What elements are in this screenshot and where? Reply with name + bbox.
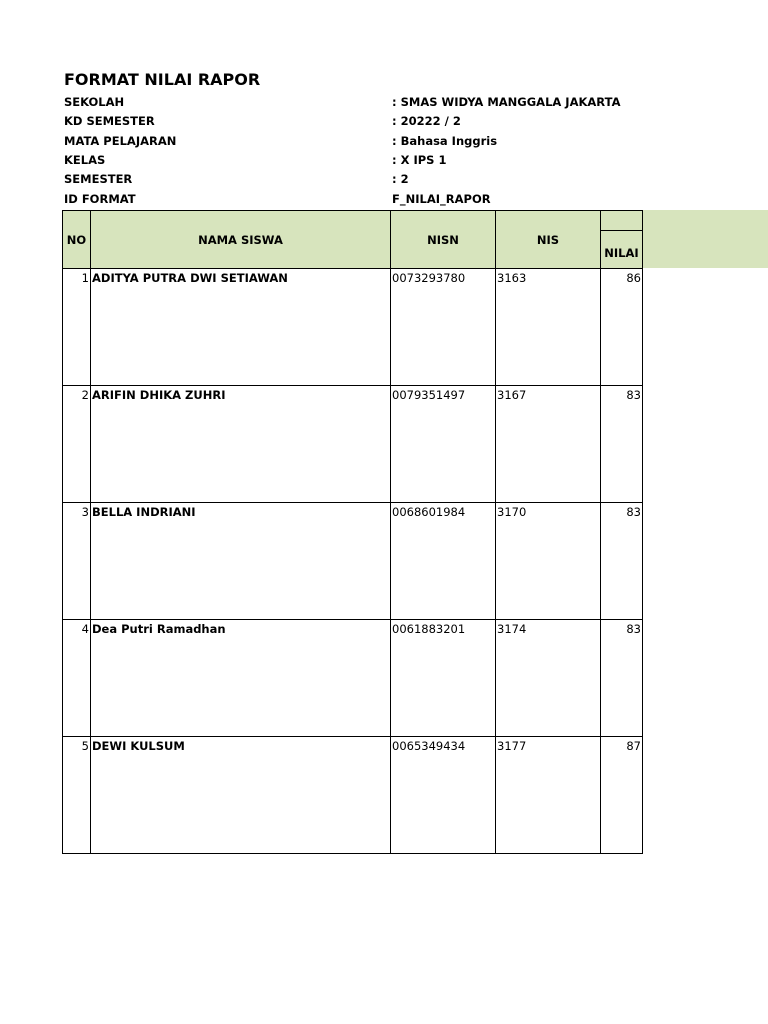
row-nama: ADITYA PUTRA DWI SETIAWAN	[91, 269, 391, 386]
row-nilai: 83	[601, 386, 643, 503]
row-nis: 3163	[496, 269, 601, 386]
meta-value-mapel: : Bahasa Inggris	[392, 134, 498, 148]
page-title: FORMAT NILAI RAPOR	[64, 70, 261, 89]
table-row	[63, 503, 643, 620]
meta-label-mapel: MATA PELAJARAN	[64, 134, 177, 148]
meta-value-kelas: : X IPS 1	[392, 153, 447, 167]
header-nis: NIS	[496, 211, 601, 269]
table-row	[63, 620, 643, 737]
row-nis: 3177	[496, 737, 601, 854]
header-extension	[642, 210, 768, 268]
row-no: 3	[63, 503, 91, 620]
meta-value-sekolah: : SMAS WIDYA MANGGALA JAKARTA	[392, 95, 621, 109]
meta-label-semester: SEMESTER	[64, 172, 133, 186]
row-no: 1	[63, 269, 91, 386]
row-no: 2	[63, 386, 91, 503]
row-nis: 3174	[496, 620, 601, 737]
header-no: NO	[63, 211, 91, 269]
row-no: 4	[63, 620, 91, 737]
row-nis: 3170	[496, 503, 601, 620]
header-nisn: NISN	[391, 211, 496, 269]
meta-label-kd-semester: KD SEMESTER	[64, 114, 155, 128]
row-nilai: 83	[601, 620, 643, 737]
header-nilai-group	[601, 211, 643, 231]
meta-value-semester: : 2	[392, 172, 409, 186]
meta-label-id-format: ID FORMAT	[64, 192, 136, 206]
meta-value-id-format: F_NILAI_RAPOR	[392, 192, 491, 206]
row-nisn: 0079351497	[391, 386, 496, 503]
row-nisn: 0061883201	[391, 620, 496, 737]
header-nilai: NILAI	[601, 231, 643, 269]
row-nilai: 83	[601, 503, 643, 620]
row-no: 5	[63, 737, 91, 854]
row-nama: DEWI KULSUM	[91, 737, 391, 854]
meta-value-kd-semester: : 20222 / 2	[392, 114, 461, 128]
table-row	[63, 386, 643, 503]
row-nisn: 0073293780	[391, 269, 496, 386]
row-nama: Dea Putri Ramadhan	[91, 620, 391, 737]
table-row	[63, 269, 643, 386]
grades-table	[62, 210, 643, 854]
row-nisn: 0068601984	[391, 503, 496, 620]
header-nama-siswa: NAMA SISWA	[91, 211, 391, 269]
meta-label-sekolah: SEKOLAH	[64, 95, 125, 109]
row-nis: 3167	[496, 386, 601, 503]
row-nama: ARIFIN DHIKA ZUHRI	[91, 386, 391, 503]
row-nama: BELLA INDRIANI	[91, 503, 391, 620]
table-row	[63, 737, 643, 854]
meta-label-kelas: KELAS	[64, 153, 106, 167]
row-nilai: 86	[601, 269, 643, 386]
row-nisn: 0065349434	[391, 737, 496, 854]
row-nilai: 87	[601, 737, 643, 854]
